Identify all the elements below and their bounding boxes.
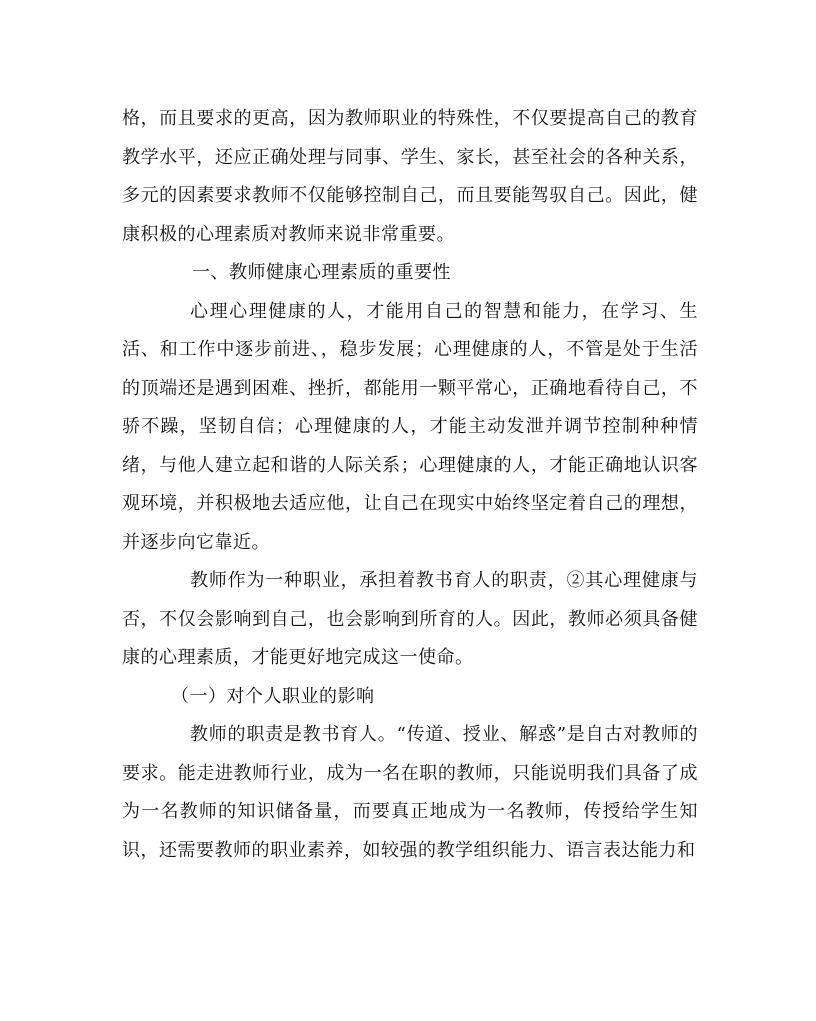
subsection-heading: （一）对个人职业的影响 [171, 685, 375, 707]
paragraph-teacher-duty: 教师的职责是教书育人。“传道、授业、解惑”是自古对教师的要求。能走进教师行业，成为一名在职的教师，只能说明我们具备了成为一名教师的知识储备量，而要真正地成为一名教师，传授给学生知识，还需要教师的职业素养，如较强的教学组织能力、语言表达能力和 [122, 724, 698, 861]
section-heading: 一、教师健康心理素质的重要性 [192, 262, 451, 283]
paragraph-teacher-role: 教师作为一种职业，承担着教书育人的职责，②其心理健康与否，不仅会影响到自己，也会影响到所育的人。因此，教师必须具备健康的心理素质，才能更好地完成这一使命。 [122, 570, 698, 668]
document-body [122, 100, 698, 870]
paragraph-continuation: 格，而且要求的更高，因为教师职业的特殊性，不仅要提高自己的教育教学水平，还应正确处理与同事、学生、家长，甚至社会的各种关系，多元的因素要求教师不仅能够控制自己，而且要能驾驭自己。因此，健康积极的心理素质对教师来说非常重要。 [122, 108, 698, 245]
paragraph-mental-health: 心理心理健康的人，才能用自己的智慧和能力，在学习、生活、和工作中逐步前进、，稳步发展；心理健康的人，不管是处于生活的顶端还是遇到困难、挫折，都能用一颗平常心，正确地看待自己，不骄不躁，坚韧自信；心理健康的人，才能主动发泄并调节控制种种情绪，与他人建立起和谐的人际关系；心理健康的人，才能正确地认识客观环境，并积极地去适应他，让自己在现实中始终坚定着自己的理想，并逐步向它靠近。 [122, 300, 698, 553]
